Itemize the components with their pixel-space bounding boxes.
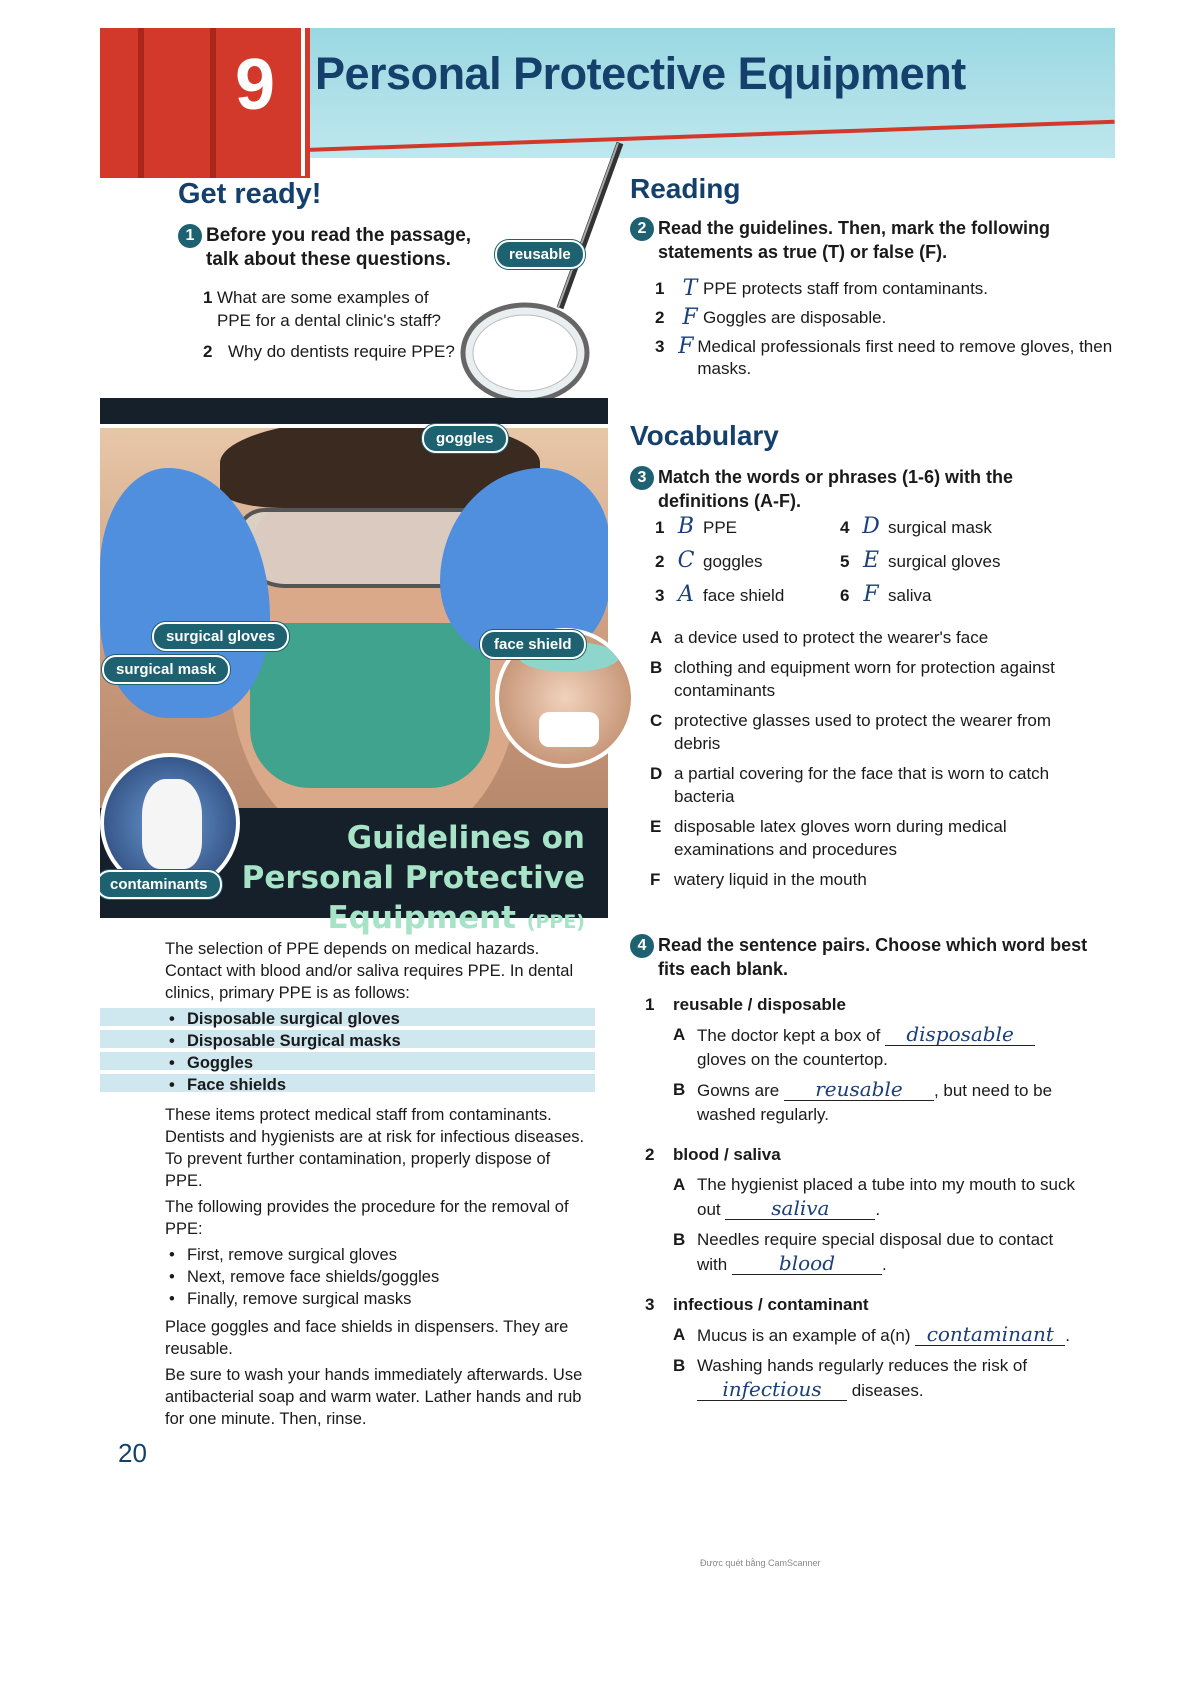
vocab-item: 6 F saliva bbox=[840, 582, 932, 607]
get-ready-heading: Get ready! bbox=[178, 178, 322, 210]
statement-item: 2 F Goggles are disposable. bbox=[655, 305, 887, 330]
vocabulary-heading: Vocabulary bbox=[630, 420, 779, 451]
exercise-4-instruction: 4 Read the sentence pairs. Choose which word best fits each blank. bbox=[630, 933, 1110, 981]
exercise-number: 1 bbox=[178, 224, 202, 248]
removal-steps-list bbox=[165, 1244, 585, 1310]
textbook-page bbox=[100, 28, 1115, 1668]
definition-item: B clothing and equipment worn for protection against contaminants bbox=[650, 658, 1055, 700]
sentence-pair: 1 reusable / disposable A The doctor kept a box of disposable gloves on the countertop. B Gowns are reusable , but need to be washed regularly. bbox=[645, 995, 1053, 1124]
tag-surgical-gloves: surgical gloves bbox=[152, 622, 289, 651]
definition-item: E disposable latex gloves worn during medical examinations and procedures bbox=[650, 817, 1007, 859]
vocab-item: 2 C goggles bbox=[655, 548, 763, 573]
answer-mark[interactable]: E bbox=[862, 548, 880, 573]
exercise-number: 4 bbox=[630, 934, 654, 958]
answer-blank[interactable]: saliva bbox=[725, 1197, 875, 1220]
answer-mark[interactable]: T bbox=[682, 276, 698, 301]
passage-paragraph: The following provides the procedure for the removal of PPE: bbox=[165, 1198, 569, 1238]
mask-image bbox=[539, 712, 599, 747]
answer-mark[interactable]: F bbox=[863, 582, 879, 607]
reading-heading: Reading bbox=[630, 173, 741, 204]
passage-intro: The selection of PPE depends on medical hazards. Contact with blood and/or saliva requires PPE. In dental clinics, primary PPE is as follows: bbox=[165, 940, 574, 1002]
tag-surgical-mask: surgical mask bbox=[102, 655, 230, 684]
vocab-item: 3 A face shield bbox=[655, 582, 785, 607]
list-item: • Finally, remove surgical masks bbox=[165, 1288, 585, 1310]
exercise-number: 2 bbox=[630, 217, 654, 241]
surgical-mask-image bbox=[250, 623, 490, 788]
definition-item: A a device used to protect the wearer's face bbox=[650, 628, 989, 647]
tag-face-shield: face shield bbox=[480, 630, 586, 659]
answer-blank[interactable]: blood bbox=[732, 1252, 882, 1275]
tag-contaminants: contaminants bbox=[100, 870, 222, 899]
tag-goggles: goggles bbox=[422, 424, 508, 453]
exercise-2-instruction: 2 Read the guidelines. Then, mark the following statements as true (T) or false (F). bbox=[630, 216, 1110, 264]
answer-mark[interactable]: C bbox=[677, 548, 695, 573]
primary-ppe-list bbox=[100, 1008, 595, 1096]
sentence-pair: 2 blood / saliva A The hygienist placed a tube into my mouth to suck out saliva . B Needles require special disposal due to contact with blood . bbox=[645, 1145, 1075, 1275]
list-item: • Face shields bbox=[165, 1074, 595, 1096]
reading-passage bbox=[165, 938, 585, 1434]
definitions-list bbox=[650, 626, 1070, 898]
list-item: • Disposable Surgical masks bbox=[165, 1030, 595, 1052]
guidelines-title: Guidelines on Personal Protective Equipment (PPE) bbox=[241, 820, 585, 936]
dental-mirror-illustration bbox=[440, 138, 640, 408]
answer-mark[interactable]: A bbox=[678, 582, 694, 607]
exercise-3-instruction: 3 Match the words or phrases (1-6) with the definitions (A-F). bbox=[630, 465, 1110, 513]
list-item: • Goggles bbox=[165, 1052, 595, 1074]
tooth-icon bbox=[142, 779, 202, 869]
passage-paragraph: These items protect medical staff from contaminants. Dentists and hygienists are at risk for infectious diseases. To prevent further contamination, properly dispose of PPE. bbox=[165, 1106, 585, 1190]
question-item: 1 What are some examples of PPE for a dental clinic's staff? bbox=[203, 288, 442, 330]
list-item: • Disposable surgical gloves bbox=[165, 1008, 595, 1030]
definition-item: C protective glasses used to protect the wearer from debris bbox=[650, 711, 1052, 753]
answer-blank[interactable]: reusable bbox=[784, 1078, 934, 1101]
answer-blank[interactable]: infectious bbox=[697, 1378, 847, 1401]
tag-reusable: reusable bbox=[495, 240, 585, 269]
unit-title: Personal Protective Equipment bbox=[315, 48, 966, 99]
vocab-item: 1 B PPE bbox=[655, 514, 738, 539]
unit-number: 9 bbox=[235, 45, 276, 125]
scanner-watermark: Được quét bằng CamScanner bbox=[700, 1558, 821, 1568]
question-item: 2 Why do dentists require PPE? bbox=[203, 342, 455, 361]
vocab-item: 4 D surgical mask bbox=[840, 514, 992, 539]
exercise-number: 3 bbox=[630, 466, 654, 490]
photo-top-bar bbox=[100, 398, 608, 424]
vocabulary-match-grid bbox=[655, 514, 1055, 616]
question-list bbox=[203, 286, 463, 371]
answer-blank[interactable]: disposable bbox=[885, 1023, 1035, 1046]
definition-item: D a partial covering for the face that is worn to catch bacteria bbox=[650, 764, 1050, 806]
list-item: • Next, remove face shields/goggles bbox=[165, 1266, 585, 1288]
passage-paragraph: Place goggles and face shields in dispensers. They are reusable. bbox=[165, 1318, 569, 1358]
statement-item: 1 T PPE protects staff from contaminants. bbox=[655, 276, 989, 301]
true-false-list bbox=[655, 278, 1115, 387]
answer-mark[interactable]: F bbox=[682, 305, 698, 330]
answer-mark[interactable]: F bbox=[678, 334, 694, 359]
answer-mark[interactable]: B bbox=[677, 514, 695, 539]
statement-item: 3 F Medical professionals first need to remove gloves, then masks. bbox=[655, 334, 1113, 378]
sentence-pair: 3 infectious / contaminant A Mucus is an example of a(n) contaminant . B Washing hands regularly reduces the risk of infectious diseases. bbox=[645, 1295, 1071, 1401]
list-item: • First, remove surgical gloves bbox=[165, 1244, 585, 1266]
definition-item: F watery liquid in the mouth bbox=[650, 870, 867, 889]
sentence-pairs bbox=[645, 993, 1075, 1419]
exercise-1-text: Before you read the passage, talk about these questions. bbox=[206, 225, 472, 270]
page-number: 20 bbox=[118, 1438, 147, 1468]
passage-paragraph: Be sure to wash your hands immediately afterwards. Use antibacterial soap and warm water. Lather hands and rub for one minute. Then, rinse. bbox=[165, 1366, 583, 1428]
answer-blank[interactable]: contaminant bbox=[915, 1323, 1065, 1346]
vocab-item: 5 E surgical gloves bbox=[840, 548, 1001, 573]
answer-mark[interactable]: D bbox=[862, 514, 880, 539]
